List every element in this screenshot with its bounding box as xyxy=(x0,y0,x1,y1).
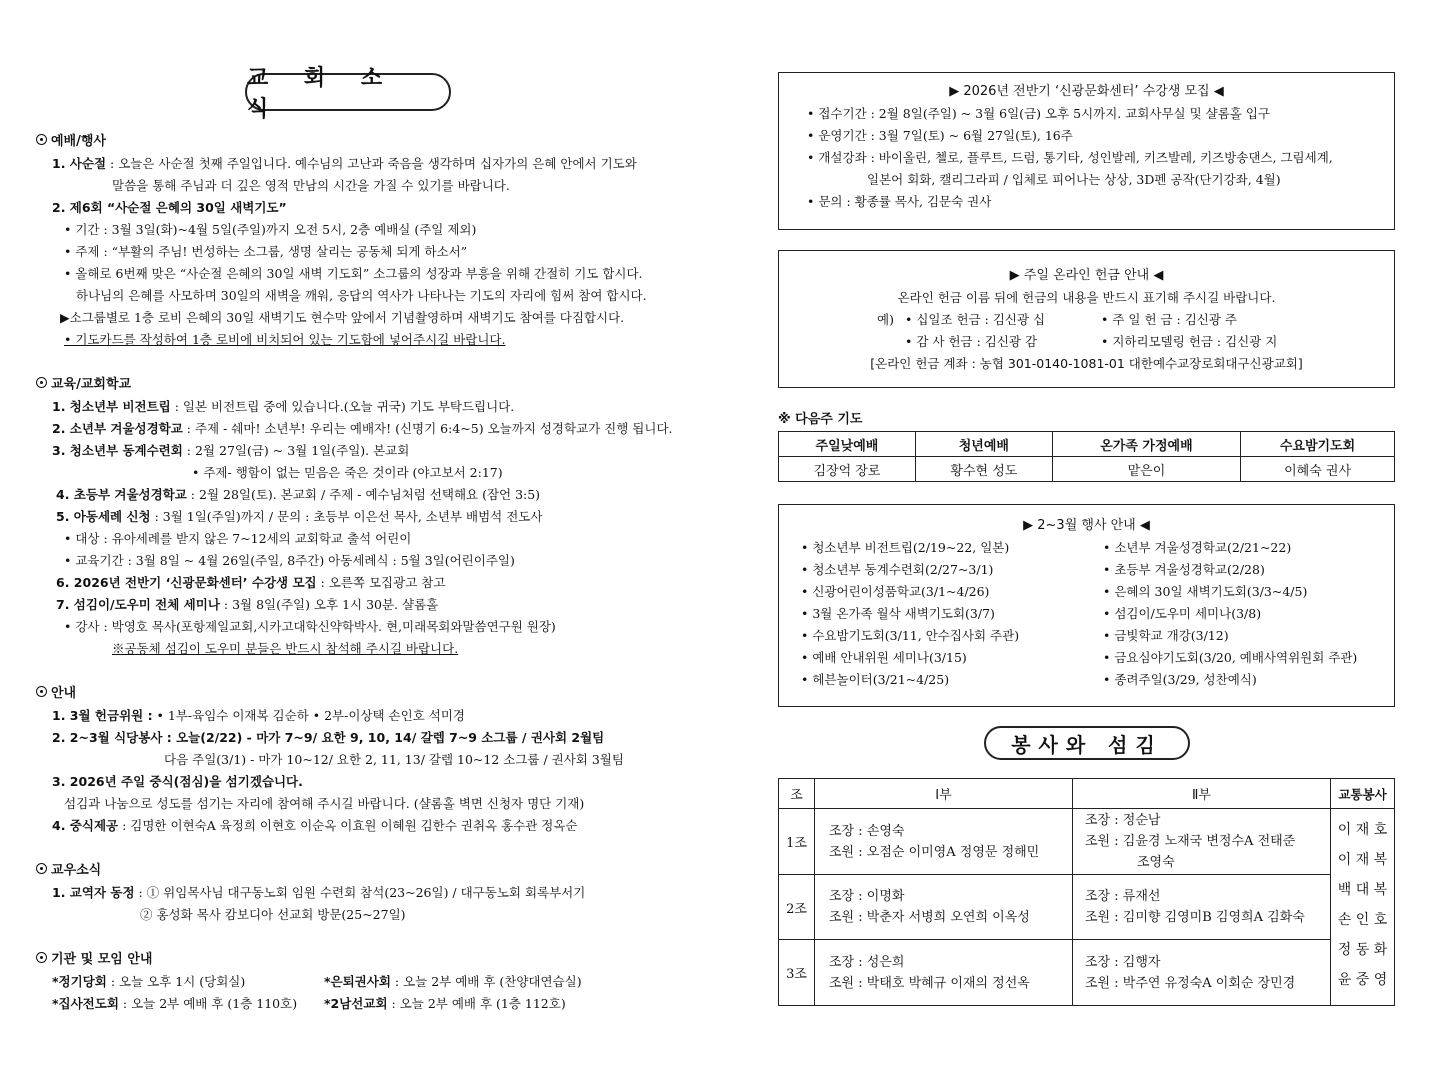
list-item: • 금요심야기도회(3/20, 예배사역위원회 주관) xyxy=(1103,650,1358,665)
table-row xyxy=(779,432,1395,457)
traffic-name: 백 대 복 xyxy=(1337,882,1388,898)
table-cell xyxy=(815,875,1073,940)
online-offering-title: ▶ 주일 온라인 헌금 안내 ◀ xyxy=(1009,268,1164,283)
table-row xyxy=(779,457,1395,482)
list-item: 2. 2~3월 식당봉사 : 오늘(2/22) - 마가 7~9/ 요한 9, 10, 14/ 갈렙 7~9 소그룹 / 권사회 2월팀 xyxy=(52,730,605,745)
list-item: *2남선교회 : 오늘 2부 예배 후 (1층 112호) xyxy=(324,996,566,1011)
list-item: 1. 교역자 동정 : ① 위임목사님 대구동노회 임원 수련회 참석(23~26일) / 대구동노회 회록부서기 xyxy=(52,885,586,900)
page-title-church-news: 교 회 소 식 xyxy=(245,73,451,111)
guide-list xyxy=(36,705,736,837)
section-worship-header: 예배/행사 xyxy=(36,130,736,149)
members: 조원 : 오점순 이미영A 정영문 정해민 xyxy=(829,844,1040,860)
table-row xyxy=(779,940,1395,1006)
list-item: • 개설강좌 : 바이올린, 첼로, 플루트, 드럼, 통기타, 성인발레, 키즈발레, 키즈방송댄스, 그림세계, xyxy=(807,150,1333,165)
bullet-circle-icon xyxy=(36,377,47,388)
leader: 조장 : 류재선 xyxy=(1085,889,1161,904)
table-cell xyxy=(815,809,1073,875)
list-item: • 예배 안내위원 세미나(3/15) xyxy=(801,650,967,665)
section-education-header: 교육/교회학교 xyxy=(36,373,736,392)
offering-intro: 온라인 헌금 이름 뒤에 헌금의 내용을 반드시 표기해 주시길 바랍니다. xyxy=(897,290,1276,305)
bullet-circle-icon xyxy=(36,686,47,697)
traffic-name: 정 동 화 xyxy=(1337,942,1388,958)
list-item: • 주 일 헌 금 : 김신광 주 xyxy=(1101,312,1237,327)
list-item: 4. 초등부 겨울성경학교 : 2월 28일(토). 본교회 / 주제 - 예수님처럼 선택해요 (잠언 3:5) xyxy=(56,487,541,502)
table-cell xyxy=(1073,809,1331,875)
list-item: • 은혜의 30일 새벽기도회(3/3~4/5) xyxy=(1103,584,1308,599)
table-header: 주일낮예배 xyxy=(779,432,916,457)
list-item: 일본어 회화, 캘리그라피 / 입체로 피어나는 상상, 3D펜 공작(단기강좌, 4월) xyxy=(867,172,1281,187)
leader: 조장 : 손영숙 xyxy=(829,823,905,839)
list-item: 1. 3월 헌금위원 : • 1부-육임수 이재복 김순하 • 2부-이상택 손인호 석미경 xyxy=(52,708,465,723)
service-table xyxy=(778,778,1395,1006)
list-item: • 기도카드를 작성하여 1층 로비에 비치되어 있는 기도함에 넣어주시길 바랍니다. xyxy=(64,332,506,347)
list-item: • 주제 : “부활의 주님! 번성하는 소그룹, 생명 살리는 공동체 되게 하소서” xyxy=(64,244,468,259)
list-item: • 기간 : 3월 3일(화)~4월 5일(주일)까지 오전 5시, 2층 예배실 (주일 제외) xyxy=(64,222,477,237)
list-item: • 교육기간 : 3월 8일 ~ 4월 26일(주일, 8주간) 아동세례식 : 5월 3일(어린이주일) xyxy=(64,553,515,568)
education-list xyxy=(36,396,736,660)
list-item: 1. 청소년부 비전트립 : 일본 비전트립 중에 있습니다.(오늘 귀국) 기도 부탁드립니다. xyxy=(52,399,515,414)
traffic-name: 이 재 호 xyxy=(1337,822,1388,838)
list-item: • 올해로 6번째 맞은 “사순절 은혜의 30일 새벽 기도회” 소그룹의 성장과 부흥을 위해 간절히 기도 합시다. xyxy=(64,266,643,281)
list-item: 3. 2026년 주일 중식(점심)을 섬기겠습니다. xyxy=(52,774,303,789)
list-item: • 감 사 헌금 : 김신광 감 xyxy=(905,334,1038,349)
members: 조원 : 김미향 김영미B 김영희A 김화숙 xyxy=(1085,910,1305,925)
list-item: • 십일조 헌금 : 김신광 십 xyxy=(905,312,1046,327)
church-news-column xyxy=(36,130,736,1015)
list-item: • 청소년부 비전트립(2/19~22, 일본) xyxy=(801,540,1010,555)
list-item: • 섬김이/도우미 세미나(3/8) xyxy=(1103,606,1262,621)
culture-center-title: ▶ 2026년 전반기 ‘신광문화센터’ 수강생 모집 ◀ xyxy=(949,84,1224,99)
list-item: 2. 소년부 겨울성경학교 : 주제 - 쉐마! 소년부! 우리는 예배자! (신명기 6:4~5) 오늘까지 성경학교가 진행 됩니다. xyxy=(52,421,673,436)
list-item: ▶소그룹별로 1층 로비 은혜의 30일 새벽기도 현수막 앞에서 기념촬영하며 새벽기도 참여를 다짐합시다. xyxy=(60,310,625,325)
table-header: 수요밤기도회 xyxy=(1241,432,1395,457)
list-item: 말씀을 통해 주님과 더 깊은 영적 만남의 시간을 가질 수 있기를 바랍니다. xyxy=(112,178,510,193)
table-header: 조 xyxy=(779,779,815,809)
events-list xyxy=(779,537,1394,691)
traffic-cell xyxy=(1331,809,1395,1006)
list-item: • 대상 : 유아세례를 받지 않은 7~12세의 교회학교 출석 어린이 xyxy=(64,531,412,546)
list-item: • 문의 : 황종률 목사, 김문숙 권사 xyxy=(807,194,992,209)
list-item: • 종려주일(3/29, 성찬예식) xyxy=(1103,672,1257,687)
leader: 조장 : 정순남 xyxy=(1085,813,1161,828)
list-item: • 접수기간 : 2월 8일(주일) ~ 3월 6일(금) 오후 5시까지. 교회사무실 및 샬롬홀 입구 xyxy=(807,106,1270,121)
list-item: 섬김과 나눔으로 성도를 섬기는 자리에 참여해 주시길 바랍니다. (샬롬홀 벽면 신청자 명단 기재) xyxy=(64,796,585,811)
list-item: • 강사 : 박영호 목사(포항제일교회,시카고대학신약학박사. 현,미래목회와말씀연구원 원장) xyxy=(64,619,556,634)
list-item: ※공동체 섬김이 도우미 분들은 반드시 참석해 주시길 바랍니다. xyxy=(112,641,459,656)
list-item: • 지하리모델링 헌금 : 김신광 지 xyxy=(1101,334,1278,349)
list-item: 1. 사순절 : 오늘은 사순절 첫째 주일입니다. 예수님의 고난과 죽음을 생각하며 십자가의 은혜 안에서 기도와 xyxy=(52,156,637,171)
table-row xyxy=(779,809,1395,875)
events-title: ▶ 2~3월 행사 안내 ◀ xyxy=(1023,518,1150,533)
orgs-list xyxy=(36,971,736,1015)
online-offering-box xyxy=(778,250,1395,388)
example-label: 예) xyxy=(877,312,894,327)
members: 조원 : 박태호 박혜규 이재의 정선옥 xyxy=(829,975,1030,991)
table-row xyxy=(779,875,1395,940)
group-cell: 3조 xyxy=(779,940,815,1006)
table-header: 청년예배 xyxy=(915,432,1052,457)
table-header: 온가족 가정예배 xyxy=(1052,432,1240,457)
list-item: • 주제- 행함이 없는 믿음은 죽은 것이라 (야고보서 2:17) xyxy=(192,465,503,480)
list-item: 2. 제6회 “사순절 은혜의 30일 새벽기도” xyxy=(52,200,287,215)
list-item: 다음 주일(3/1) - 마가 10~12/ 요한 2, 11, 13/ 갈렙 10~12 소그룹 / 권사회 3월팀 xyxy=(164,752,624,767)
bullet-circle-icon xyxy=(36,952,47,963)
section-guide-header: 안내 xyxy=(36,682,736,701)
prayer-label: ※ 다음주 기도 xyxy=(778,412,863,427)
section-pastor-header: 교우소식 xyxy=(36,859,736,878)
table-row xyxy=(779,779,1395,809)
list-item: • 청소년부 동계수련회(2/27~3/1) xyxy=(801,562,994,577)
list-item: 3. 청소년부 동계수련회 : 2월 27일(금) ~ 3월 1일(주일). 본교회 xyxy=(52,443,410,458)
bullet-circle-icon xyxy=(36,863,47,874)
offering-examples xyxy=(779,309,1394,353)
table-cell: 이혜숙 권사 xyxy=(1241,457,1395,482)
members-cont: 조영숙 xyxy=(1137,855,1175,870)
events-box xyxy=(778,504,1395,707)
list-item: 7. 섬김이/도우미 전체 세미나 : 3월 8일(주일) 오후 1시 30분. 샬롬홀 xyxy=(56,597,439,612)
list-item: *집사전도회 : 오늘 2부 예배 후 (1층 110호) xyxy=(52,996,298,1011)
list-item: • 헤븐놀이터(3/21~4/25) xyxy=(801,672,950,687)
list-item: 하나님의 은혜를 사모하며 30일의 새벽을 깨워, 응답의 역사가 나타나는 기도의 자리에 힘써 참여 합시다. xyxy=(76,288,647,303)
list-item: • 초등부 겨울성경학교(2/28) xyxy=(1103,562,1265,577)
list-item: • 신광어린이성품학교(3/1~4/26) xyxy=(801,584,990,599)
list-item: *정기당회 : 오늘 오후 1시 (당회실) xyxy=(52,974,246,989)
prayer-table xyxy=(778,431,1395,482)
table-cell: 김장억 장로 xyxy=(779,457,916,482)
list-item: ② 홍성화 목사 캄보디아 선교회 방문(25~27일) xyxy=(140,907,406,922)
leader: 조장 : 이명화 xyxy=(829,889,905,904)
table-cell xyxy=(1073,875,1331,940)
members: 조원 : 김윤경 노재국 변정수A 전태준 xyxy=(1085,834,1296,849)
bullet-circle-icon xyxy=(36,134,47,145)
table-header: Ⅰ부 xyxy=(815,779,1073,809)
traffic-name: 손 인 호 xyxy=(1337,912,1388,928)
leader: 조장 : 성은희 xyxy=(829,954,905,970)
service-title: 봉사와 섬김 xyxy=(984,726,1190,760)
table-header: Ⅱ부 xyxy=(1073,779,1331,809)
culture-center-box xyxy=(778,72,1395,230)
list-item: • 소년부 겨울성경학교(2/21~22) xyxy=(1103,540,1292,555)
members: 조원 : 박춘자 서병희 오연희 이옥성 xyxy=(829,910,1030,925)
list-item: • 운영기간 : 3월 7일(토) ~ 6월 27일(토), 16주 xyxy=(807,128,1073,143)
group-cell: 2조 xyxy=(779,875,815,940)
table-cell xyxy=(1073,940,1331,1006)
list-item: 6. 2026년 전반기 ‘신광문화센터’ 수강생 모집 : 오른쪽 모집광고 참고 xyxy=(56,575,446,590)
list-item: 5. 아동세례 신청 : 3월 1일(주일)까지 / 문의 : 초등부 이은선 목사, 소년부 배범석 전도사 xyxy=(56,509,543,524)
leader: 조장 : 김행자 xyxy=(1085,954,1161,970)
pastor-list xyxy=(36,882,736,926)
traffic-name: 윤 중 영 xyxy=(1337,972,1388,988)
offering-account: [온라인 헌금 계좌 : 농협 301-0140-1081-01 대한예수교장로회대구신광교회] xyxy=(870,356,1303,371)
table-cell: 맡은이 xyxy=(1052,457,1240,482)
traffic-name: 이 재 복 xyxy=(1337,852,1388,868)
worship-list xyxy=(36,153,736,351)
table-cell xyxy=(815,940,1073,1006)
list-item: • 수요밤기도회(3/11, 안수집사회 주관) xyxy=(801,628,1020,643)
list-item: • 금빛학교 개강(3/12) xyxy=(1103,628,1229,643)
list-item: • 3월 온가족 월삭 새벽기도회(3/7) xyxy=(801,606,995,621)
group-cell: 1조 xyxy=(779,809,815,875)
table-cell: 황수현 성도 xyxy=(915,457,1052,482)
list-item: 4. 중식제공 : 김명한 이현숙A 육정희 이현호 이순옥 이효원 이혜원 김한수 권취옥 홍수관 정옥순 xyxy=(52,818,578,833)
table-header: 교통봉사 xyxy=(1331,779,1395,809)
members: 조원 : 박주연 유정숙A 이회순 장민경 xyxy=(1085,975,1296,991)
section-orgs-header: 기관 및 모임 안내 xyxy=(36,948,736,967)
list-item: *은퇴권사회 : 오늘 2부 예배 후 (찬양대연습실) xyxy=(324,974,582,989)
